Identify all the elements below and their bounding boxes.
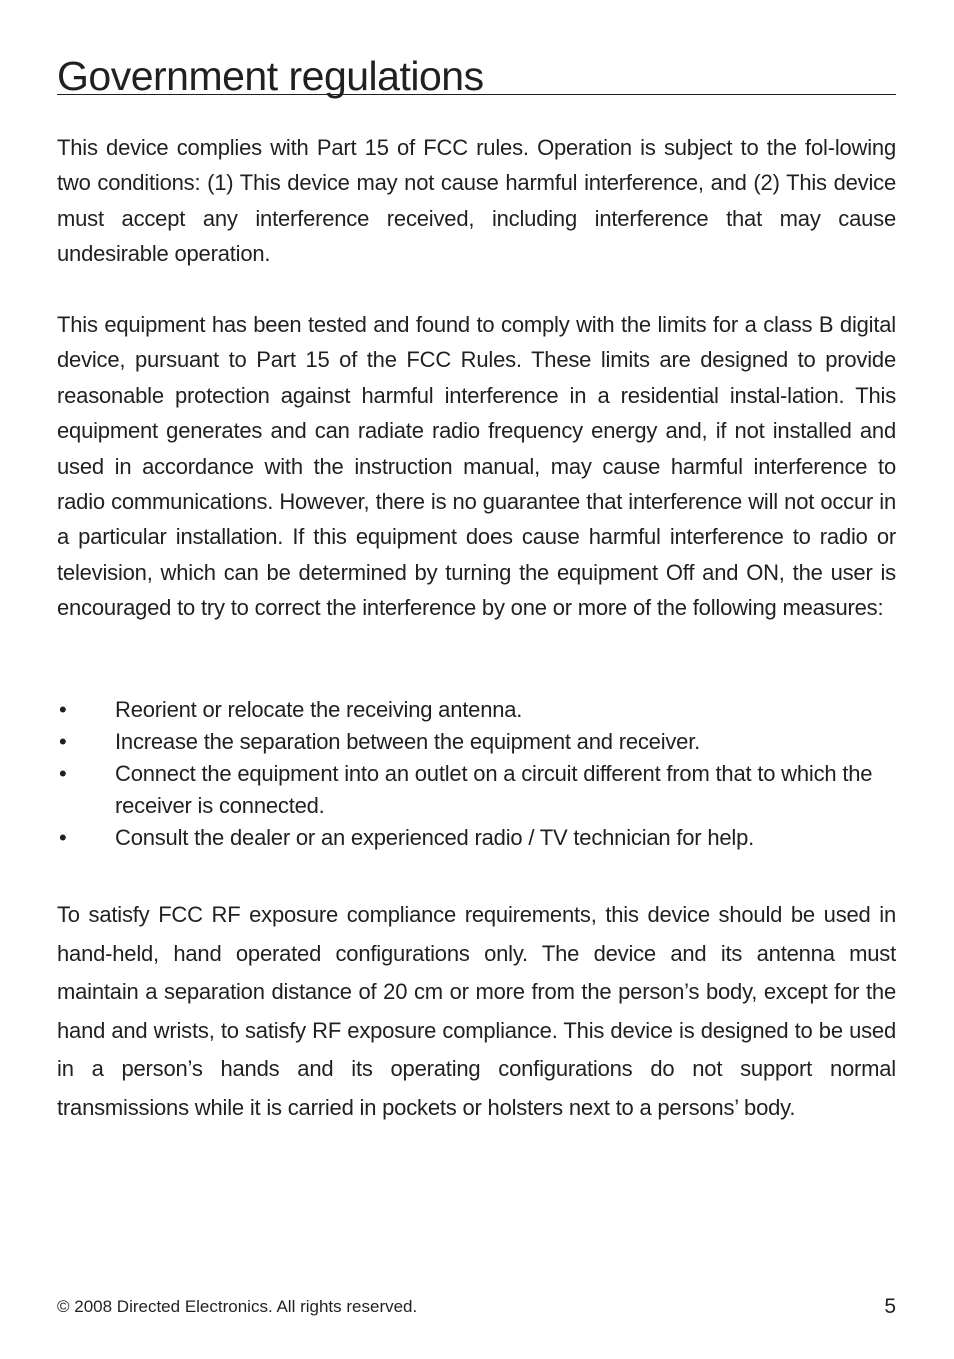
bullet-icon: • xyxy=(59,825,67,850)
title-rule xyxy=(57,94,896,95)
bullet-icon: • xyxy=(59,761,67,786)
bullet-icon: • xyxy=(59,729,67,754)
paragraph-rf-exposure: To satisfy FCC RF exposure compliance requirements, this device should be used in hand-held, hand operated configurations only. The device and its antenna must maintain a separation distance of 20 cm or more from the person’s body, except for the hand and wrists, to satisfy RF exposure compliance. This device is designed to be used in a person’s hands and its operating configurations do not support normal transmissions while it is carried in pockets or holsters next to a persons’ body. xyxy=(57,902,896,1120)
list-item xyxy=(57,758,896,822)
page-title: Government regulations xyxy=(57,53,484,99)
bullet-icon: • xyxy=(59,697,67,722)
paragraph-class-b-testing: This equipment has been tested and found to comply with the limits for a class B digital device, pursuant to Part 15 of the FCC Rules. These limits are designed to provide reasonable protection against harmful interference in a residential instal-lation. This equipment generates and can radiate radio frequency energy and, if not installed and used in accordance with the instruction manual, may cause harmful interference to radio communications. However, there is no guarantee that interference will not occur in a particular installation. If this equipment does cause harmful interference to radio or television, which can be determined by turning the equipment Off and ON, the user is encouraged to try to correct the interference by one or more of the following measures: xyxy=(57,312,896,621)
list-item xyxy=(57,822,896,854)
list-item-text: Consult the dealer or an experienced radio / TV technician for help. xyxy=(115,825,755,850)
measures-list xyxy=(57,694,896,854)
list-item-text: Connect the equipment into an outlet on a circuit different from that to which the receiver is connected. xyxy=(115,761,873,818)
page-number: 5 xyxy=(884,1295,896,1318)
list-item xyxy=(57,694,896,726)
footer-copyright: © 2008 Directed Electronics. All rights reserved. xyxy=(57,1297,418,1316)
list-item xyxy=(57,726,896,758)
list-item-text: Reorient or relocate the receiving antenna. xyxy=(115,697,523,722)
list-item-text: Increase the separation between the equipment and receiver. xyxy=(115,729,701,754)
paragraph-fcc-part15: This device complies with Part 15 of FCC rules. Operation is subject to the fol-lowing two conditions: (1) This device may not cause harmful interference, and (2) This device must accept any interference received, including interference that may cause undesirable operation. xyxy=(57,135,896,267)
